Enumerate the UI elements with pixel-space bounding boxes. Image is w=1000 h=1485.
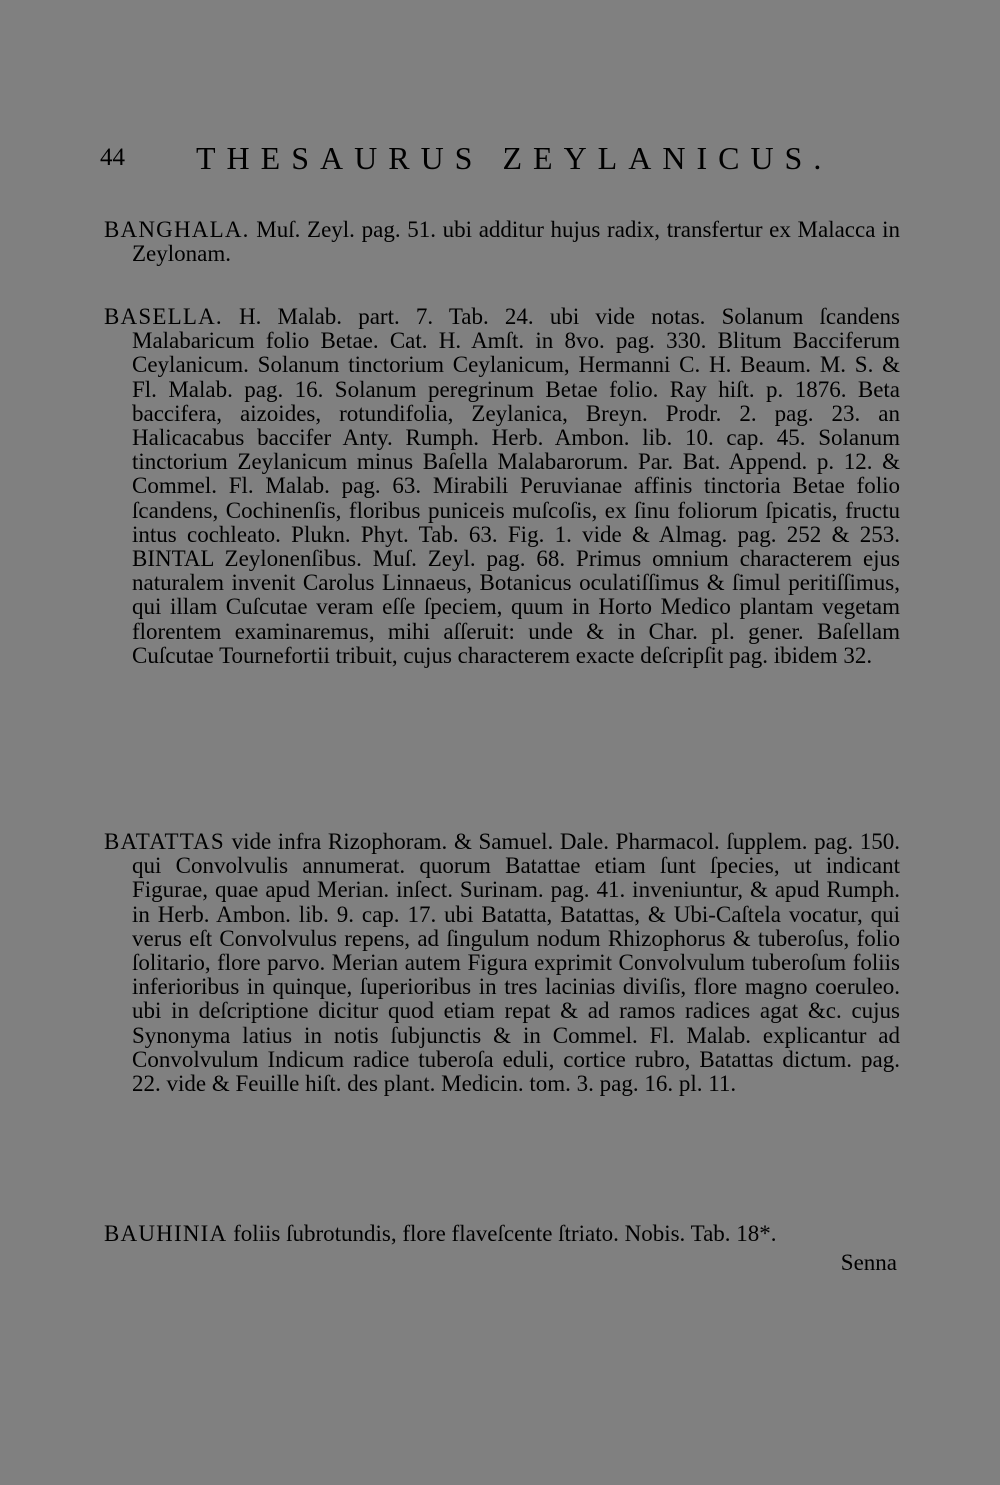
catchword: Senna [840,1250,897,1275]
page-number: 44 [100,144,125,171]
entry-text: H. Malab. part. 7. Tab. 24. ubi vide notas. Solanum ſcandens Malabaricum folio Betae. Cat. H. Amſt. in 8vo. pag. 330. Blitum Bacciferum Ceylanicum. Solanum tinctorium Ceylanicum, Hermanni C. H. Beaum. M. S. & Fl. Malab. pag. 16. Solanum peregrinum Betae folio. Ray hiſt. p. 1876. Beta baccifera, aizoides, rotundifolia, Zeylanica, Breyn. Prodr. 2. pag. 23. an Halicacabus baccifer Anty. Rumph. Herb. Ambon. lib. 10. cap. 45. Solanum tinctorium Zeylanicum minus Baſella Malabarorum. Par. Bat. Append. p. 12. & Commel. Fl. Malab. pag. 63. Mirabili Peruvianae affinis tinctoria Betae folio ſcandens, Cochinenſis, floribus puniceis muſcoſis, ex ſinu foliorum ſpicatis, fructu intus cochleato. Plukn. Phyt. Tab. 63. Fig. 1. vide & Almag. pag. 252 & 253. BINTAL Zeylonenſibus. Muſ. Zeyl. pag. 68. Primus omnium characterem ejus naturalem invenit Carolus Linnaeus, Botanicus oculatiſſimus & ſimul peritiſſimus, qui illam Cuſcutae veram eſſe ſpeciem, quum in Horto Medico plantam vegetam florentem examinaremus, mihi aſſeruit: unde & in Char. pl. gener. Baſellam Cuſcutae Tournefortii tribuit, cujus characterem exacte deſcripſit pag. ibidem 32. [132,304,900,668]
headword: BANGHALA. [104,217,250,242]
entry-text: foliis ſubrotundis, flore flaveſcente ſtriato. Nobis. Tab. 18*. [227,1221,777,1246]
headword: BASELLA. [104,304,223,329]
entry-banghala [104,218,900,266]
entry-text: vide infra Rizophoram. & Samuel. Dale. Pharmacol. ſupplem. pag. 150. qui Convolvulis annumerat. quorum Batattae etiam ſunt ſpecies, ut indicant Figurae, quae apud Merian. inſect. Surinam. pag. 41. inveniuntur, & apud Rumph. in Herb. Ambon. lib. 9. cap. 17. ubi Batatta, Batattas, & Ubi-Caſtela vocatur, qui verus eſt Convolvulus repens, ad ſingulum nodum Rhizophorus & tuberoſus, folio ſolitario, flore parvo. Merian autem Figura exprimit Convolvulum tuberoſum foliis inferioribus in quinque, ſuperioribus in tres lacinias diviſis, flore magno coeruleo. ubi in deſcriptione dicitur quod etiam repat & ad ramos radices agat &c. cujus Synonyma latius in notis ſubjunctis & in Commel. Fl. Malab. explicantur ad Convolvulum Indicum radice tuberoſa eduli, cortice rubro, Batattas dictum. pag. 22. vide & Feuille hiſt. des plant. Medicin. tom. 3. pag. 16. pl. 11. [132,829,900,1097]
headword: BAUHINIA [104,1221,228,1246]
entry-batattas [104,830,900,1096]
entry-bauhinia [104,1222,900,1246]
headword: BATATTAS [104,829,225,854]
entry-text: Muſ. Zeyl. pag. 51. ubi additur hujus radix, transfertur ex Malacca in Zeylonam. [132,217,900,267]
entry-basella [104,305,900,668]
running-title: THESAURUS ZEYLANICUS. [196,140,833,176]
page-header [100,140,860,180]
